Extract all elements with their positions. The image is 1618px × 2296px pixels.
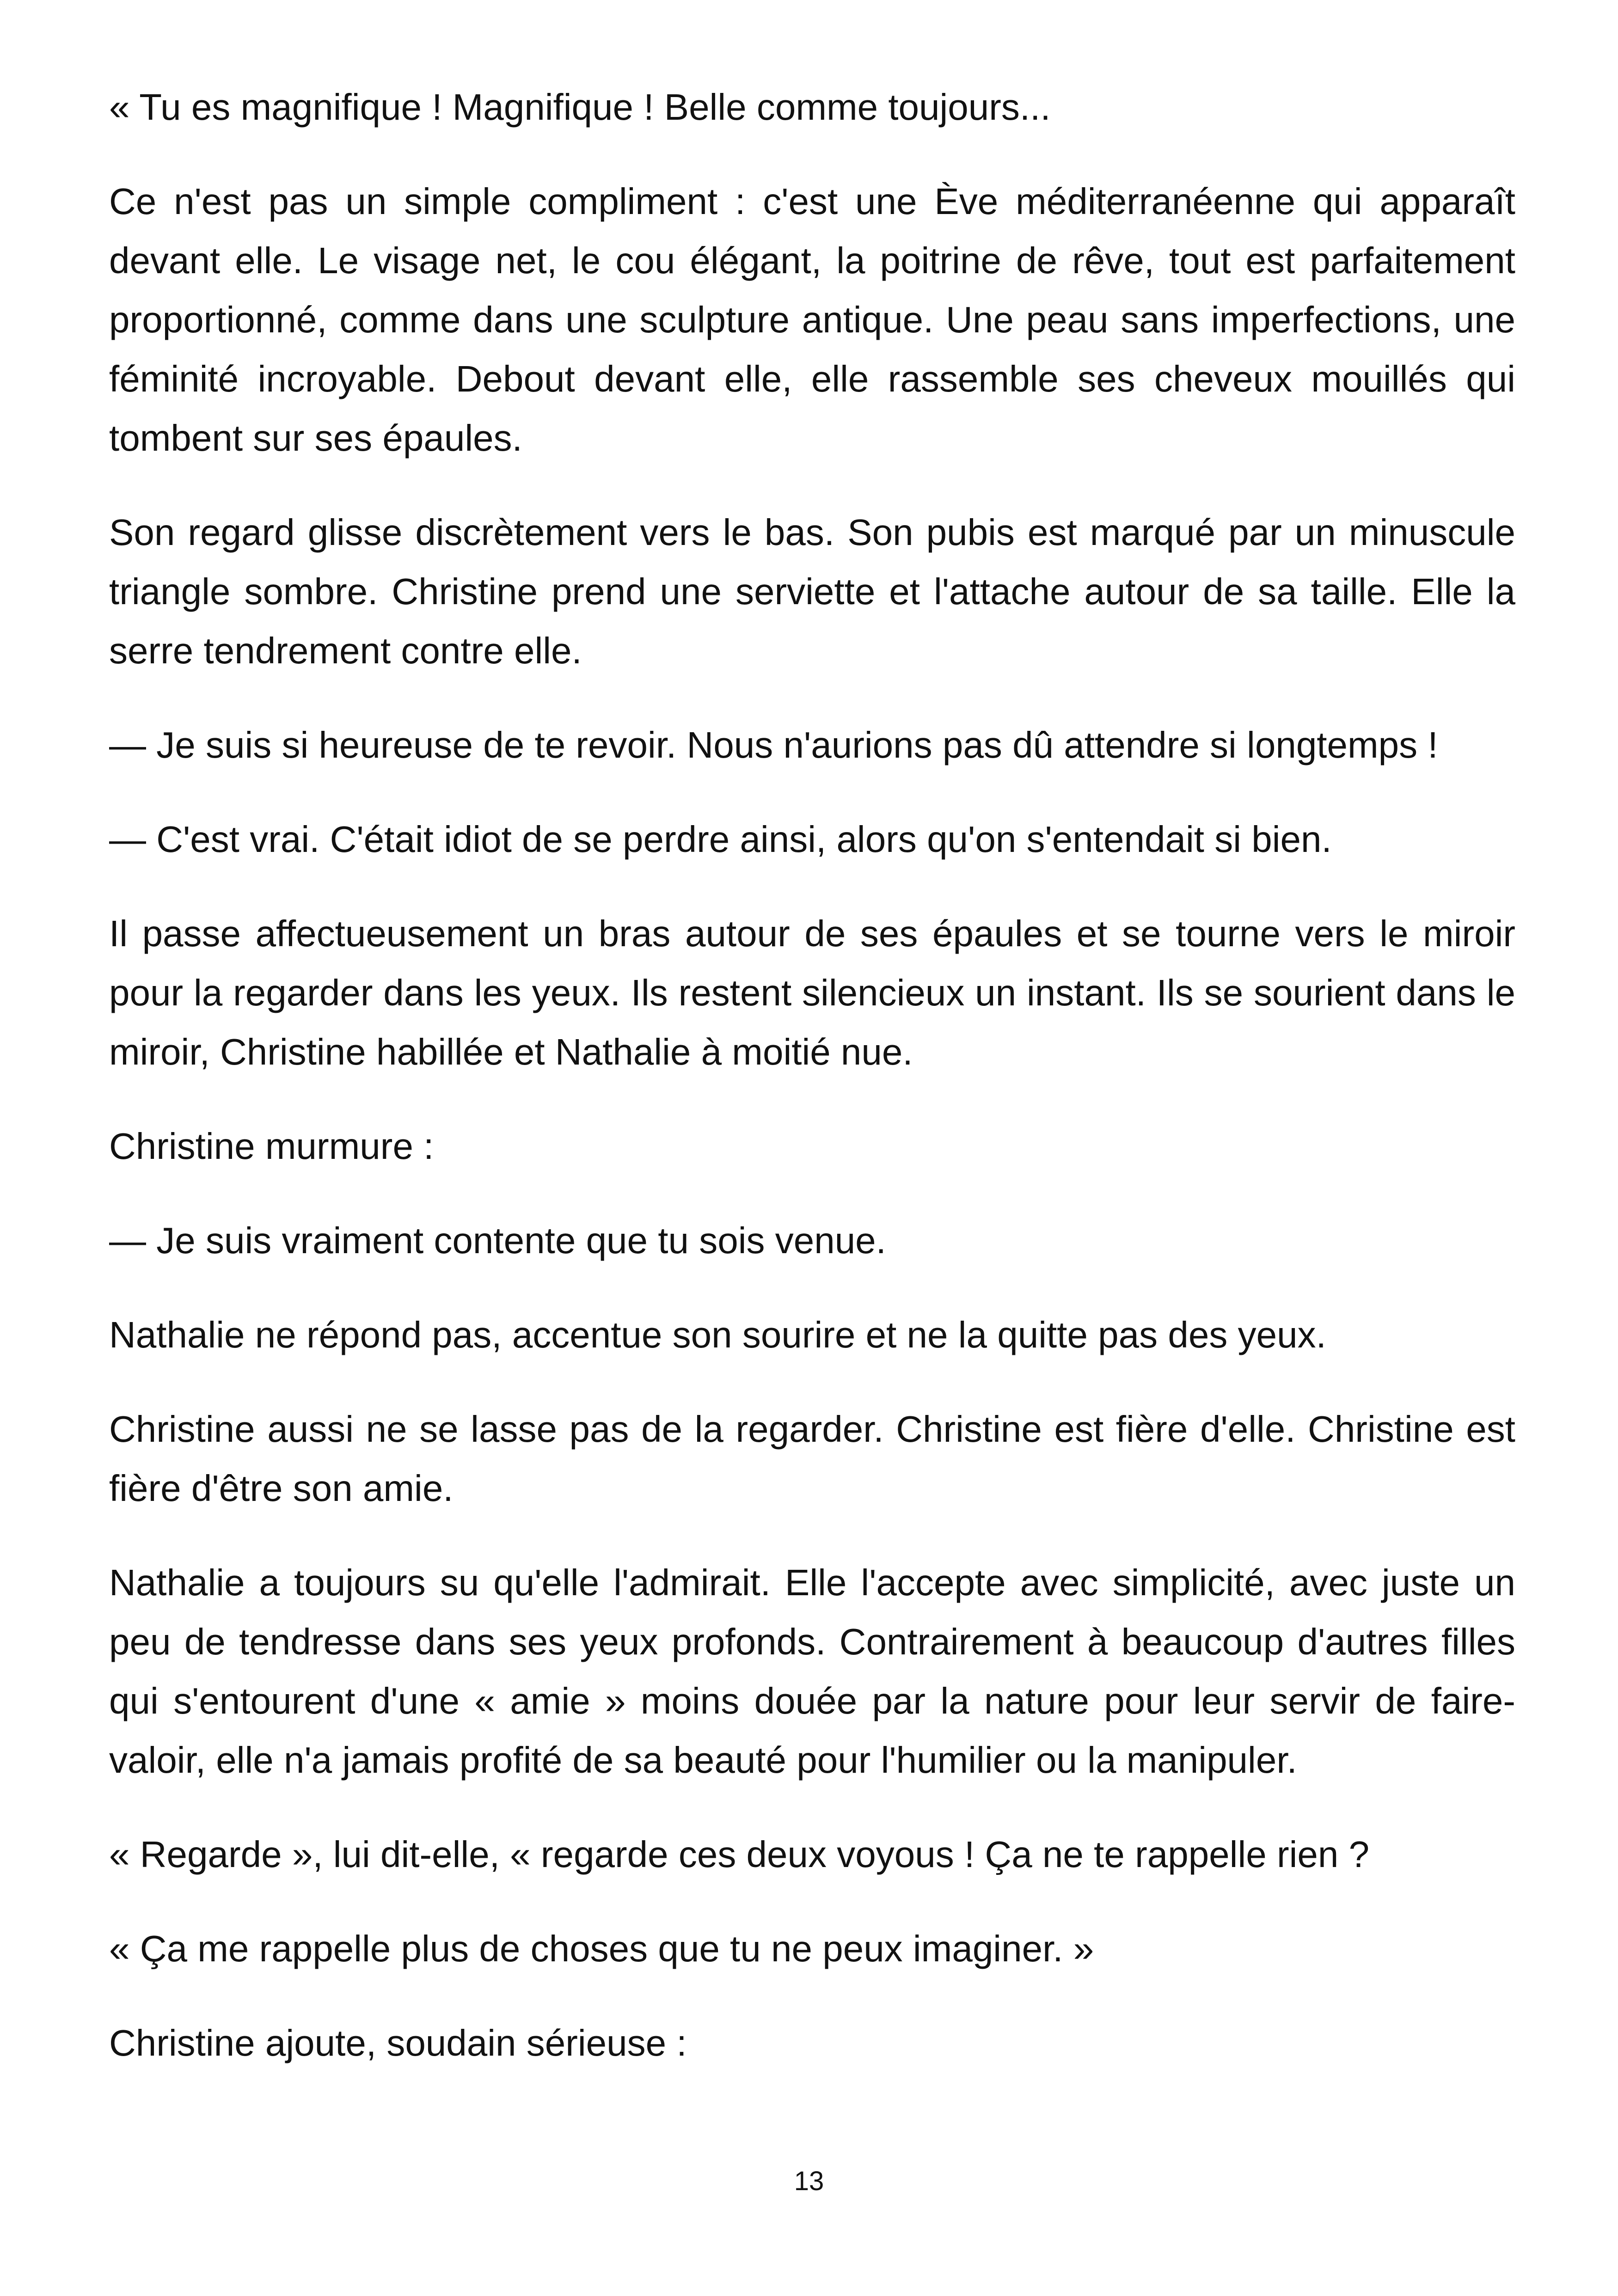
paragraph-10: Christine aussi ne se lasse pas de la regarder. Christine est fière d'elle. Christine est fière d'être son amie. [109, 1408, 1515, 1509]
paragraph-9: Nathalie ne répond pas, accentue son sourire et ne la quitte pas des yeux. [109, 1314, 1326, 1355]
page-number: 13 [794, 2166, 824, 2196]
paragraph-14: Christine ajoute, soudain sérieuse : [109, 2022, 687, 2063]
paragraph-1: « Tu es magnifique ! Magnifique ! Belle comme toujours... [109, 86, 1051, 128]
paragraph-3: Son regard glisse discrètement vers le bas. Son pubis est marqué par un minuscule triangle sombre. Christine prend une serviette et l'attache autour de sa taille. Elle la serre tendrement contre elle. [109, 512, 1515, 671]
paragraph-2: Ce n'est pas un simple compliment : c'est une Ève méditerranéenne qui apparaît devant elle. Le visage net, le cou élégant, la poitrine de rêve, tout est parfaitement proportionné, comme dans une sculpture antique. Une peau sans imperfections, une féminité incroyable. Debout devant elle, elle rassemble ses cheveux mouillés qui tombent sur ses épaules. [109, 181, 1515, 459]
paragraph-7: Christine murmure : [109, 1126, 434, 1167]
paragraph-8: — Je suis vraiment contente que tu sois venue. [109, 1220, 886, 1261]
paragraph-13: « Ça me rappelle plus de choses que tu ne peux imaginer. » [109, 1928, 1094, 1969]
paragraph-5: — C'est vrai. C'était idiot de se perdre ainsi, alors qu'on s'entendait si bien. [109, 819, 1332, 860]
paragraph-11: Nathalie a toujours su qu'elle l'admirait. Elle l'accepte avec simplicité, avec juste un peu de tendresse dans ses yeux profonds. Contrairement à beaucoup d'autres filles qui s'entourent d'une « amie » moins douée par la nature pour leur servir de faire-valoir, elle n'a jamais profité de sa beauté pour l'humilier ou la manipuler. [109, 1562, 1515, 1781]
paragraph-4: — Je suis si heureuse de te revoir. Nous n'aurions pas dû attendre si longtemps ! [109, 724, 1438, 765]
body-text [109, 78, 1515, 2108]
paragraph-6: Il passe affectueusement un bras autour de ses épaules et se tourne vers le miroir pour la regarder dans les yeux. Ils restent silencieux un instant. Ils se sourient dans le miroir, Christine habillée et Nathalie à moitié nue. [109, 913, 1515, 1072]
paragraph-12: « Regarde », lui dit-elle, « regarde ces deux voyous ! Ça ne te rappelle rien ? [109, 1834, 1370, 1875]
